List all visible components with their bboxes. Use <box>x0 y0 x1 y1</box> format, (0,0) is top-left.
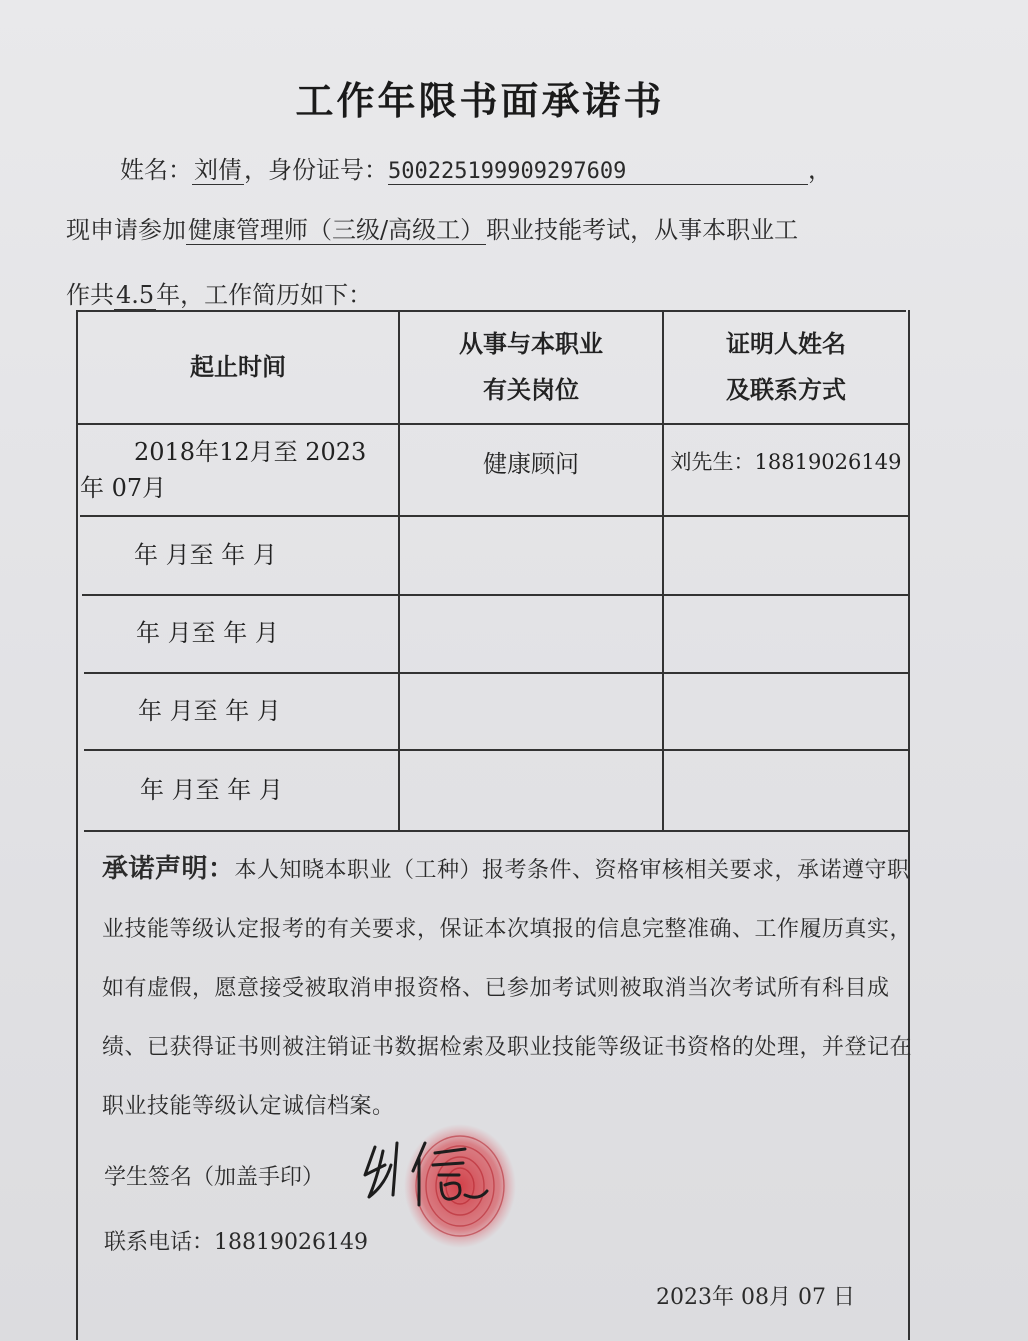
row1-position: 健康顾问 <box>483 450 579 479</box>
row1-period-line2: 年 07月 <box>80 474 167 502</box>
years-prefix: 作共 <box>66 281 114 309</box>
header-witness <box>664 312 908 423</box>
apply-suffix: 职业技能考试，从事本职业工 <box>486 216 799 244</box>
pledge-label: 承诺声明： <box>102 854 235 884</box>
phone-line <box>104 1225 368 1256</box>
years-suffix: 年，工作简历如下： <box>156 281 373 309</box>
table-row-divider <box>84 830 910 832</box>
document-date: 2023年 08月 07 日 <box>656 1285 855 1310</box>
phone-value: 18819026149 <box>214 1230 368 1255</box>
document-title: 工作年限书面承诺书 <box>295 79 665 123</box>
header-witness-line1: 证明人姓名 <box>726 329 846 358</box>
row3-period: 年 月至 年 月 <box>136 619 279 648</box>
apply-prefix: 现申请参加 <box>66 216 186 244</box>
id-number: 500225199909297609 <box>388 159 808 185</box>
handwritten-signature <box>355 1135 495 1215</box>
exam-name: 健康管理师（三级/高级工） <box>188 216 485 244</box>
id-tail: ， <box>808 156 832 184</box>
header-position <box>400 312 662 423</box>
pledge-statement <box>102 840 912 1136</box>
row1-period <box>78 425 398 515</box>
name-value: 刘倩 <box>194 156 242 184</box>
row2-period: 年 月至 年 月 <box>134 540 277 569</box>
header-witness-line2: 及联系方式 <box>726 375 846 404</box>
years-line <box>66 275 372 310</box>
phone-label: 联系电话： <box>104 1230 215 1255</box>
name-label: 姓名： <box>120 156 192 184</box>
pledge-text: 本人知晓本职业（工种）报考条件、资格审核相关要求，承诺遵守职业技能等级认定报考的有关要求，保证本次填报的信息完整准确、工作履历真实，如有虚假，愿意接受被取消申报资格、已参加考试则被取消当次考试所有科目成绩、已获得证书则被注销证书数据检索及职业技能等级证书资格的处理，并登记在职业技能等级认定诚信档案。 <box>102 858 913 1119</box>
table-border-right <box>908 310 910 1340</box>
name-line <box>120 150 832 185</box>
row4-period: 年 月至 年 月 <box>138 696 281 725</box>
apply-line <box>66 210 798 245</box>
row5-period: 年 月至 年 月 <box>140 775 283 804</box>
row1-period-line1: 2018年12月至 2023 <box>134 438 367 466</box>
header-position-line1: 从事与本职业 <box>459 329 603 358</box>
row1-witness: 刘先生：18819026149 <box>670 449 902 474</box>
id-label: ，身份证号： <box>244 156 388 184</box>
header-period: 起止时间 <box>190 352 286 381</box>
years-value: 4.5 <box>116 281 155 309</box>
header-position-line2: 有关岗位 <box>483 375 579 404</box>
signature-label: 学生签名（加盖手印） <box>104 1165 325 1190</box>
